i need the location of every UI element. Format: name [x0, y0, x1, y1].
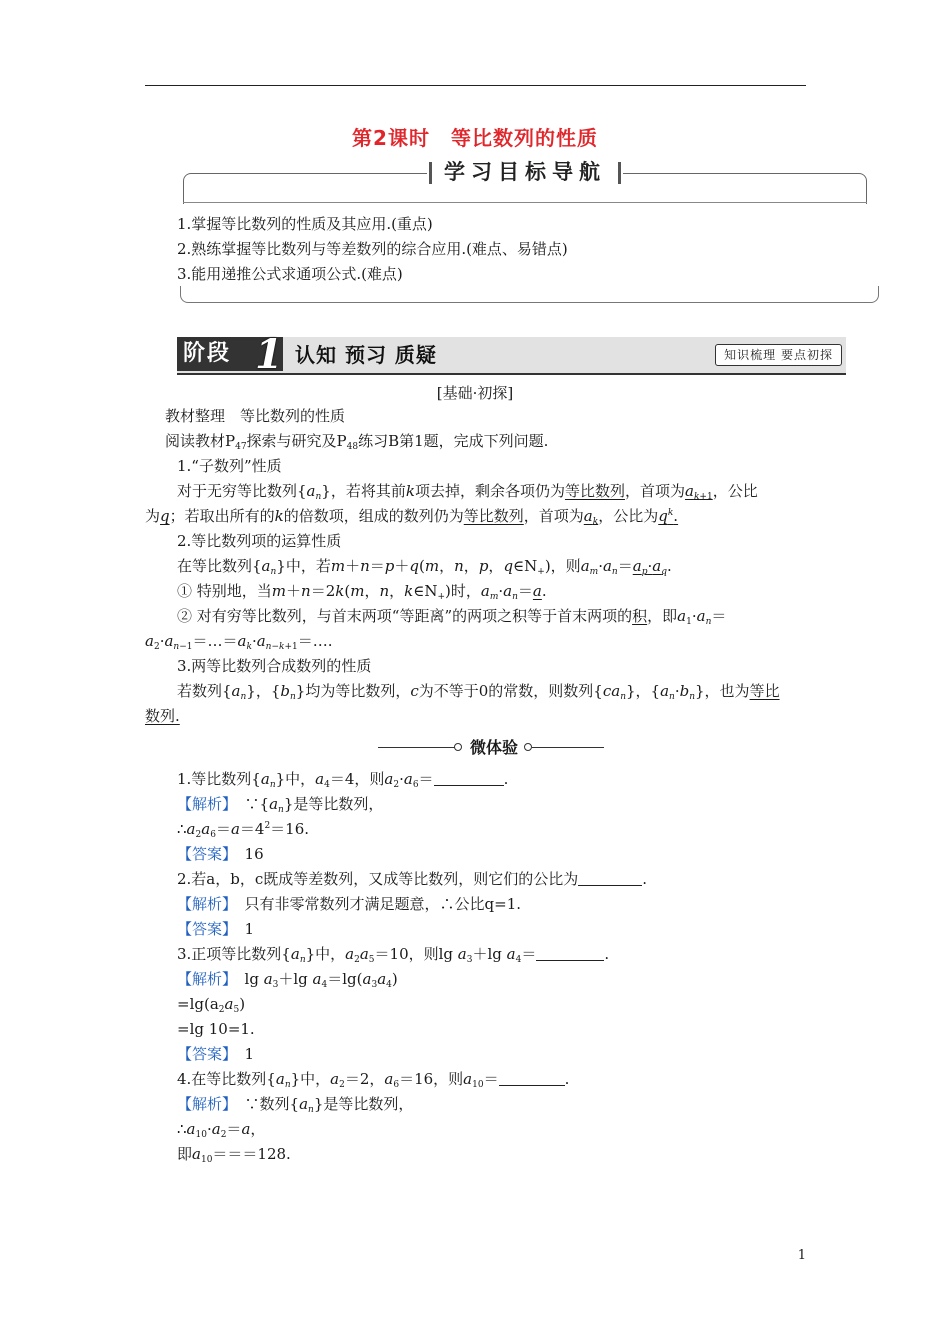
solution-line: 【解析】 只有非零常数列才满足题意，∴公比q=1.: [177, 895, 522, 913]
text-line: 若数列$\{a_n\}$，$\{b_n\}$均为等比数列，c为不等于0的常数，则数列$\{ca_n\}$，$\{a_n\cdot b_n\}$，也为等比: [177, 682, 780, 702]
goal-frame-bottom: [180, 286, 879, 303]
text-line: 为q；若取出所有的k的倍数项，组成的数列仍为等比数列，首项为$a_k$，公比为$q^k$.: [145, 507, 679, 527]
goal-frame-rule: [183, 202, 867, 203]
goal-list: [177, 212, 568, 287]
answer-line: 【答案】 1: [177, 1045, 255, 1063]
solution-line: 【解析】 $\because\{a_n\}$是等比数列，: [177, 795, 384, 815]
solution-line: $=\lg(a_2a_5)$: [177, 995, 246, 1015]
solution-line: 【解析】 ∵数列$\{a_n\}$是等比数列，: [177, 1095, 414, 1115]
goal-header: [183, 158, 867, 206]
question-1: 1.等比数列$\{a_n\}$中，$a_4=4$，则$a_2\cdot a_6=$ .: [177, 770, 509, 790]
answer-line: 【答案】 1: [177, 920, 255, 938]
text-line: 在等比数列$\{a_n\}$中，若m＋n＝p＋q(m，n，p，$q\in N_+$)，则$a_m\cdot a_n=a_p\cdot a_q$.: [177, 557, 672, 577]
question-2: 2.若a，b，c既成等差数列，又成等比数列，则它们的公比为 .: [177, 870, 648, 888]
text-line: ① 特别地，当m＋n＝2k(m，n，$k\in N_+$)时，$a_m\cdot a_n=a$.: [177, 582, 547, 602]
instruction: 阅读教材$P_{47}$探索与研究及$P_{48}$练习B第1题，完成下列问题.: [165, 432, 549, 452]
question-4: 4.在等比数列$\{a_n\}$中，$a_2=2$，$a_6=16$，则$a_{10}=$ .: [177, 1070, 570, 1090]
solution-line: 【解析】 $\lg a_3+\lg$ $a_4=\lg(a_3a_4)$: [177, 970, 398, 990]
answer-line: 【答案】 16: [177, 845, 264, 863]
text-line: $a_2\cdot a_{n-1}=\dots=a_k\cdot a_{n-k+1}=\dots$.: [145, 632, 333, 652]
stage-title: 认知 预习 质疑: [295, 343, 437, 367]
text-line: 对于无穷等比数列$\{a_n\}$，若将其前k项去掉，剩余各项仍为等比数列，首项为$a_{k+1}$，公比: [177, 482, 758, 502]
section-basic: [基础·初探]: [436, 384, 514, 402]
heading-2: 2.等比数列项的运算性质: [177, 532, 342, 550]
solution-line: $\therefore a_{10}\cdot a_2=a$，: [177, 1120, 266, 1140]
goal-item: 2.熟练掌握等比数列与等差数列的综合应用.(难点、易错点): [177, 240, 568, 258]
solution-line: $\therefore a_2a_6=a=4^2=16$.: [177, 820, 310, 840]
heading-1: 1.“子数列”性质: [177, 457, 282, 475]
text-line: 数列.: [145, 707, 180, 725]
page-title: 第2课时 等比数列的性质: [352, 126, 598, 150]
stage-banner: [177, 331, 846, 378]
stage-tag: 知识梳理 要点初探: [715, 344, 842, 366]
goal-item: 1.掌握等比数列的性质及其应用.(重点): [177, 215, 433, 233]
dot-icon: [524, 743, 532, 751]
micro-title: 微体验: [469, 738, 518, 757]
question-3: 3.正项等比数列$\{a_n\}$中，$a_2a_5=10$，则$\lg a_3+\lg$ $a_4=$ .: [177, 945, 610, 965]
goal-label: 学习目标导航: [427, 158, 623, 188]
text-line: ② 对有穷等比数列，与首末两项“等距离”的两项之积等于首末两项的积，即$a_1\cdot a_n=$: [177, 607, 727, 627]
page-number: 1: [797, 1248, 806, 1263]
header-rule: [145, 85, 806, 86]
divider: [378, 747, 456, 748]
stage-number: 1: [255, 331, 283, 378]
divider: [532, 747, 604, 748]
stage-label: 阶段: [177, 337, 283, 371]
dot-icon: [454, 743, 462, 751]
heading-3: 3.两等比数列合成数列的性质: [177, 657, 372, 675]
micro-header: [378, 737, 604, 759]
goal-item: 3.能用递推公式求通项公式.(难点): [177, 265, 403, 283]
solution-line: 即$a_{10}===128$.: [177, 1145, 291, 1165]
solution-line: =lg 10=1.: [177, 1020, 255, 1038]
material-heading: 教材整理 等比数列的性质: [165, 407, 346, 425]
